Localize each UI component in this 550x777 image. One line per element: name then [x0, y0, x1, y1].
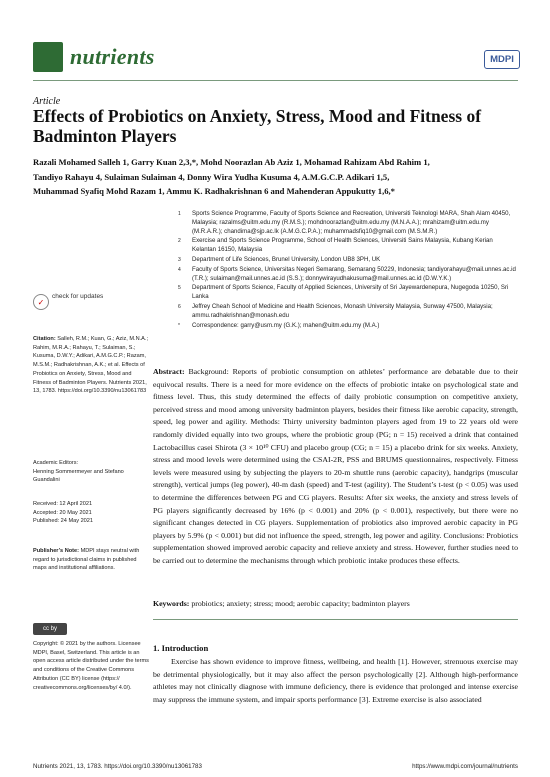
affiliation-item: 6 Jeffrey Cheah School of Medicine and Health Sciences, Monash University Malaysia, Sunway 47500, Malaysia; ammu.radhakrishnan@monash.edu: [178, 302, 493, 319]
footer-journal-url[interactable]: https://www.mdpi.com/journal/nutrients: [412, 763, 518, 770]
citation-block: Citation: Salleh, R.M.; Kuan, G.; Aziz, M.N.A.; Rahim, M.R.A.; Rahayu, T.; Sulaiman, S.; Kusuma, D.W.Y.; Adikari, A.M.G.C.P.; Razam, M.S.M.; Radhakrishnan, A.K.; et al. Effects of Probiotics on Anxiety, Stress, Mood and Fitness of Badminton Players. Nutrients 2021, 13, 1783. https://doi.org/10.3390/nu13061783: [33, 336, 149, 395]
authors-line: Razali Mohamed Salleh 1, Garry Kuan 2,3,*, Mohd Noorazlan Ab Aziz 1, Mohamad Rahizam Abd Rahim 1,: [33, 157, 430, 167]
journal-name: nutrients: [70, 44, 155, 69]
abstract: Abstract: Background: Reports of probiotic consumption on athletes’ performance are debatable due to their equivocal results. There is a need for more evidence on the effects of probiotic intake on psychological state and fitness level. Thus, this study determined the effects of daily probiotic consumption on competitive anxiety, perceived stress and mood among university badminton players, besides their fitness like aerobic capacity, strength, speed, leg power and agility. Methods: Thirty university badminton players aged from 19 to 22 years old were randomly divided equally into two groups, where the probiotic group (PG; n = 15) received a drink that contained Lactobacillus casei Shirota (3 × 10¹⁰ CFU) and placebo group (CG; n = 15) a placebo drink for six weeks. Anxiety, stress and mood levels were determined using the CSAI-2R, PSS and BRUMS questionnaires, respectively. Fitness levels were measured using by subjecting the players to 20-m shuttle runs (aerobic capacity), handgrips (muscular strength), vertical jumps (leg power), 40-m dash (speed) and T-test (agility). The Student’s t-test (p < 0.05) was used to determine the differences between PG and CG players. Results: After six weeks, the anxiety and stress levels of PG players significantly decreased by 16% (p < 0.001) and 20% (p < 0.001), respectively, but there were no significant changes detected in CG players. Supplementation of probiotics also improved aerobic capacity in PG players by 5.9% (p < 0.001) but did not influence the speed, strength, leg power and agility. Conclusions: Probiotics supplementation showed improved aerobic capacity and relieve anxiety and stress. However, further studies need to be carried out to determine the mechanisms through which probiotic intake produces these effects.: [153, 367, 518, 565]
introduction-paragraph: Exercise has shown evidence to improve fitness, wellbeing, and health [1]. However, strenuous exercise may be detrimental physiologically, but it may also affect the person psychologically [2]. Although high-performance athletes may not clinically diagnose with immune deficiency, there is evidence that prolonged and intense exercise may suppress the immune system, and impair sports performance [3]. Extreme exercise is also associated: [153, 657, 518, 704]
affiliation-item: 2 Exercise and Sports Science Programme, School of Health Sciences, Universiti Sains Malaysia, Kubang Kerian Kelantan 16150, Malaysia: [178, 237, 493, 254]
affiliation-item: 1 Sports Science Programme, Faculty of Sports Science and Recreation, Universiti Teknologi MARA, Shah Alam 40450, Malaysia; razalms@uitm.edu.my (R.M.S.); mohdnoorazlan@uitm.edu.my (M.N.A.A.); mrahizam@uitm.edu.my (M.R.A.R.); chandima@sjp.ac.lk (A.M.G.C.P.A.); muhammadsfiq10@gmail.com (M.S.M.R.): [178, 210, 511, 235]
academic-editors: Academic Editors: Henning Sommermeyer and Stefano Guandalini: [33, 460, 124, 484]
dates-block: [33, 500, 151, 526]
author-list: [33, 155, 523, 199]
article-type: Article: [33, 96, 61, 107]
affiliation-item: 4 Faculty of Sports Science, Universitas Negeri Semarang, Semarang 50229, Indonesia; tandiyorahayu@mail.unnes.ac.id (T.R.); sulaiman@mail.unnes.ac.id (S.S.); donnywirayudhakusuma@mail.unnes.ac.id (D.W.Y.K.): [178, 265, 516, 282]
cc-license-icon[interactable]: cc by: [33, 623, 67, 635]
publisher-logo: MDPI: [484, 50, 520, 69]
affiliation-item: 5 Department of Sports Science, Faculty of Applied Sciences, University of Sri Jayewardenepura, Nugegoda 10250, Sri Lanka: [178, 284, 509, 301]
section-rule: [153, 619, 518, 620]
published-date: Published: 24 May 2021: [33, 518, 94, 525]
affiliations: [178, 210, 518, 331]
check-updates-icon: ✓: [33, 294, 49, 310]
copyright-notice: Copyright: © 2021 by the authors. Licensee MDPI, Basel, Switzerland. This article is an open access article distributed under the terms and conditions of the Creative Commons Attribution (CC BY) license (https:// creativecommons.org/licenses/by/ 4.0/).: [33, 641, 149, 691]
keywords: Keywords: probiotics; anxiety; stress; mood; aerobic capacity; badminton players: [153, 599, 410, 608]
header-rule: [33, 80, 518, 81]
received-date: Received: 12 April 2021: [33, 501, 93, 507]
article-title: Effects of Probiotics on Anxiety, Stress, Mood and Fitness of Badminton Players: [33, 106, 482, 146]
correspondence: * Correspondence: garry@usm.my (G.K.); mahen@uitm.edu.my (M.A.): [178, 321, 380, 329]
check-for-updates-badge[interactable]: [33, 292, 151, 316]
publisher-note: Publisher’s Note: MDPI stays neutral with regard to jurisdictional claims in published maps and institutional affiliations.: [33, 548, 140, 572]
accepted-date: Accepted: 20 May 2021: [33, 509, 92, 516]
authors-line: Tandiyo Rahayu 4, Sulaiman Sulaiman 4, Donny Wira Yudha Kusuma 4, A.M.G.C.P. Adikari 1,5,: [33, 171, 390, 182]
authors-line: Muhammad Syafiq Mohd Razam 1, Ammu K. Radhakrishnan 6 and Mahenderan Appukutty 1,6,*: [33, 186, 395, 196]
journal-logo-icon: [33, 42, 63, 72]
section-heading: 1. Introduction: [153, 643, 209, 653]
check-updates-label: check for updates: [52, 293, 104, 300]
footer-citation[interactable]: Nutrients 2021, 13, 1783. https://doi.org/10.3390/nu13061783: [33, 763, 202, 770]
affiliation-item: 3 Department of Life Sciences, Brunel University, London UB8 3PH, UK: [178, 255, 381, 263]
